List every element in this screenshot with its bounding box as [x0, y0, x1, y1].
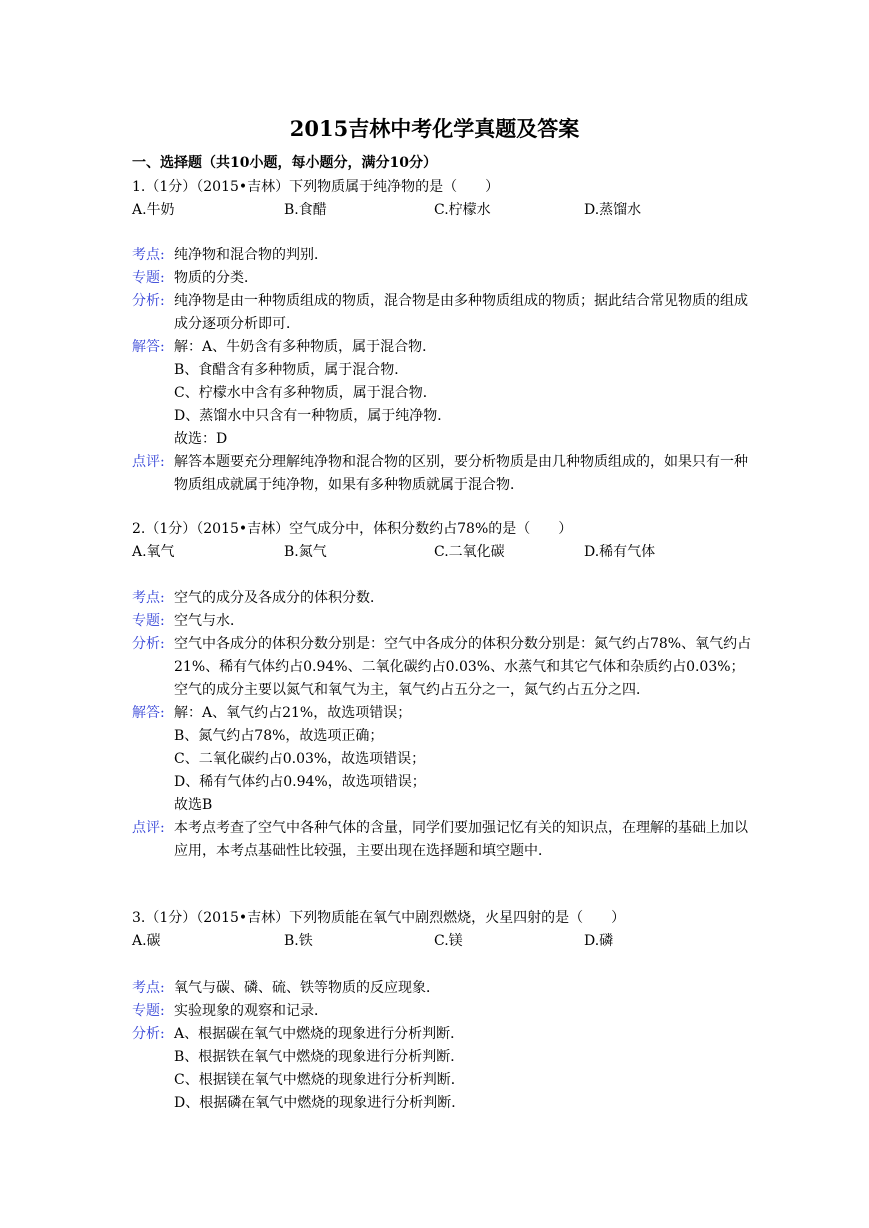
zhuanti-row	[132, 267, 752, 290]
fenxi-row	[132, 290, 752, 336]
question-stem: 1.（1分）（2015•吉林）下列物质属于纯净物的是（ ）	[132, 179, 500, 195]
option-a: A.氧气	[132, 544, 175, 560]
jieda-line: B、食醋含有多种物质，属于混合物．	[174, 362, 409, 378]
jieda-line: D、稀有气体约占0.94%，故选项错误；	[174, 774, 426, 790]
fenxi-text: 空气中各成分的体积分数分别是：空气中各成分的体积分数分别是：氮气约占78%、氧气约占21%、稀有气体约占0.94%、二氧化碳约占0.03%、水蒸气和其它气体和杂质约占0.03%；空气的成分主要以氮气和氧气为主，氧气约占五分之一，氮气约占五分之四．	[174, 636, 752, 698]
zhuanti-text: 空气与水．	[174, 613, 244, 629]
option-d: D.蒸馏水	[584, 202, 642, 218]
option-list	[132, 930, 752, 953]
fenxi-label: 分析:	[132, 1026, 165, 1042]
jieda-line: C、柠檬水中含有多种物质，属于混合物．	[174, 385, 437, 401]
kaodian-row	[132, 244, 752, 267]
jieda-label: 解答:	[132, 339, 165, 355]
jieda-line: 故选：D	[174, 431, 228, 447]
fenxi-line: B、根据铁在氧气中燃烧的现象进行分析判断．	[174, 1049, 465, 1065]
fenxi-text	[174, 1023, 752, 1115]
jieda-line: 解：A、牛奶含有多种物质，属于混合物．	[174, 339, 437, 355]
dianping-text: 解答本题要充分理解纯净物和混合物的区别，要分析物质是由几种物质组成的，如果只有一种物质组成就属于纯净物，如果有多种物质就属于混合物．	[174, 454, 748, 493]
zhuanti-text: 实验现象的观察和记录．	[174, 1003, 328, 1019]
zhuanti-row	[132, 1000, 752, 1023]
zhuanti-text: 物质的分类．	[174, 270, 258, 286]
page-title: 2015吉林中考化学真题及答案	[289, 116, 580, 141]
kaodian-text: 氧气与碳、磷、硫、铁等物质的反应现象．	[174, 980, 440, 996]
jieda-line: C、二氧化碳约占0.03%，故选项错误；	[174, 751, 426, 767]
section-heading: 一、选择题（共10小题，每小题分，满分10分）	[132, 155, 437, 171]
fenxi-label: 分析:	[132, 636, 165, 652]
jieda-line: 故选B	[174, 797, 213, 813]
option-b: B.氮气	[284, 544, 327, 560]
option-a: A.牛奶	[132, 202, 175, 218]
option-d: D.磷	[584, 933, 614, 949]
option-c: C.柠檬水	[434, 202, 491, 218]
jieda-text	[174, 336, 752, 451]
jieda-row	[132, 702, 752, 817]
answer-analysis-2	[132, 587, 752, 863]
dianping-label: 点评:	[132, 820, 165, 836]
question-stem: 2.（1分）（2015•吉林）空气成分中，体积分数约占78%的是（ ）	[132, 521, 573, 537]
question-2	[132, 518, 752, 564]
answer-analysis-1	[132, 244, 752, 497]
zhuanti-label: 专题:	[132, 270, 165, 286]
option-c: C.二氧化碳	[434, 544, 505, 560]
kaodian-label: 考点:	[132, 980, 165, 996]
zhuanti-label: 专题:	[132, 1003, 165, 1019]
option-list	[132, 199, 752, 222]
jieda-label: 解答:	[132, 705, 165, 721]
kaodian-text: 空气的成分及各成分的体积分数．	[174, 590, 384, 606]
jieda-text	[174, 702, 752, 817]
option-a: A.碳	[132, 933, 161, 949]
kaodian-label: 考点:	[132, 247, 165, 263]
fenxi-row	[132, 633, 752, 702]
jieda-line: D、蒸馏水中只含有一种物质，属于纯净物．	[174, 408, 452, 424]
zhuanti-label: 专题:	[132, 613, 165, 629]
option-b: B.食醋	[284, 202, 327, 218]
dianping-label: 点评:	[132, 454, 165, 470]
dianping-row	[132, 451, 752, 497]
option-list	[132, 541, 752, 564]
question-stem: 3.（1分）（2015•吉林）下列物质能在氧气中剧烈燃烧，火星四射的是（ ）	[132, 910, 626, 926]
kaodian-label: 考点:	[132, 590, 165, 606]
fenxi-label: 分析:	[132, 293, 165, 309]
dianping-text: 本考点考查了空气中各种气体的含量，同学们要加强记忆有关的知识点，在理解的基础上加以应用，本考点基础性比较强，主要出现在选择题和填空题中．	[174, 820, 748, 859]
fenxi-line: C、根据镁在氧气中燃烧的现象进行分析判断．	[174, 1072, 465, 1088]
kaodian-text: 纯净物和混合物的判别．	[174, 247, 328, 263]
fenxi-line: A、根据碳在氧气中燃烧的现象进行分析判断．	[174, 1026, 465, 1042]
option-c: C.镁	[434, 933, 463, 949]
option-d: D.稀有气体	[584, 544, 656, 560]
fenxi-text: 纯净物是由一种物质组成的物质，混合物是由多种物质组成的物质；据此结合常见物质的组成成分逐项分析即可．	[174, 293, 748, 332]
jieda-line: 解：A、氧气约占21%，故选项错误；	[174, 705, 412, 721]
zhuanti-row	[132, 610, 752, 633]
kaodian-row	[132, 977, 752, 1000]
fenxi-row	[132, 1023, 752, 1115]
jieda-row	[132, 336, 752, 451]
question-3	[132, 907, 752, 953]
option-b: B.铁	[284, 933, 313, 949]
dianping-row	[132, 817, 752, 863]
question-1	[132, 176, 752, 222]
kaodian-row	[132, 587, 752, 610]
jieda-line: B、氮气约占78%，故选项正确；	[174, 728, 384, 744]
answer-analysis-3	[132, 977, 752, 1115]
fenxi-line: D、根据磷在氧气中燃烧的现象进行分析判断．	[174, 1095, 466, 1111]
